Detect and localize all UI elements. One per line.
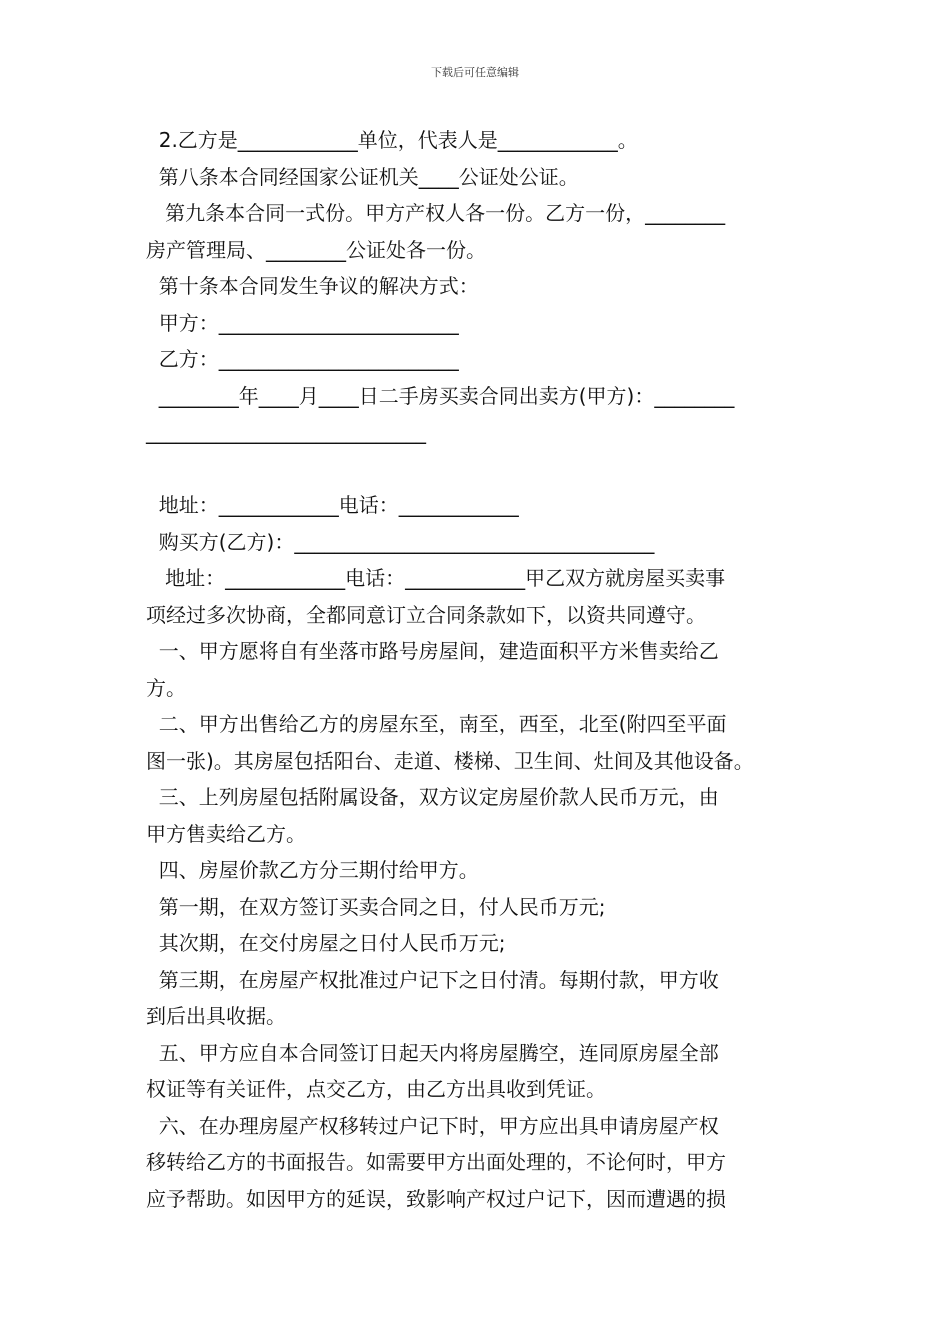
document-line: 第一期，在双方签订买卖合同之日，付人民币万元;: [146, 894, 606, 919]
document-line: 第三期，在房屋产权批准过户记下之日付清。每期付款，甲方收: [146, 967, 719, 992]
document-line: 地址：____________电话：____________甲乙双方就房屋买卖事: [146, 566, 726, 590]
document-line: 甲方：________________________: [146, 310, 459, 335]
document-line: 四、房屋价款乙方分三期付给甲方。: [146, 858, 479, 882]
document-line: 2.乙方是____________单位，代表人是____________。: [146, 128, 638, 152]
document-line: ________年____月____日二手房买卖合同出卖方(甲方)：________: [146, 383, 735, 408]
document-line: 到后出具收据。: [146, 1004, 286, 1028]
document-line: 第九条本合同一式份。甲方产权人各一份。乙方一份，________: [146, 201, 726, 225]
document-line: [146, 451, 810, 488]
document-line: ____________________________: [146, 420, 426, 444]
document-line: 第十条本合同发生争议的解决方式：: [146, 274, 479, 298]
document-line: 第八条本合同经国家公证机关____公证处公证。: [146, 164, 579, 189]
document-line: 二、甲方出售给乙方的房屋东至，南至，西至，北至(附四至平面: [146, 712, 727, 736]
page-header: 下载后可任意编辑: [431, 66, 519, 79]
document-line: 移转给乙方的书面报告。如需要甲方出面处理的，不论何时，甲方: [146, 1150, 726, 1174]
document-body: [146, 122, 810, 1217]
document-line: 权证等有关证件，点交乙方，由乙方出具收到凭证。: [146, 1077, 606, 1101]
document-line: 三、上列房屋包括附属设备，双方议定房屋价款人民币万元，由: [146, 785, 719, 809]
document-line: 购买方(乙方)：____________________________________: [146, 529, 655, 554]
document-line: 六、在办理房屋产权移转过户记下时，甲方应出具申请房屋产权: [146, 1113, 719, 1138]
document-line: 五、甲方应自本合同签订日起天内将房屋腾空，连同原房屋全部: [146, 1040, 719, 1065]
document-line: 方。: [146, 675, 186, 700]
document-line: 应予帮助。如因甲方的延误，致影响产权过户记下，因而遭遇的损: [146, 1186, 726, 1211]
document-line: 房产管理局、________公证处各一份。: [146, 237, 486, 262]
document-line: 甲方售卖给乙方。: [146, 821, 306, 846]
document-line: 项经过多次协商，全都同意订立合同条款如下，以资共同遵守。: [146, 602, 706, 627]
document-line: 其次期，在交付房屋之日付人民币万元;: [146, 931, 506, 955]
document-line: 图一张)。其房屋包括阳台、走道、楼梯、卫生间、灶间及其他设备。: [146, 748, 754, 773]
document-line: 一、甲方愿将自有坐落市路号房屋间，建造面积平方米售卖给乙: [146, 639, 719, 663]
document-line: 乙方：________________________: [146, 347, 459, 371]
document-line: 地址：____________电话：____________: [146, 493, 519, 517]
